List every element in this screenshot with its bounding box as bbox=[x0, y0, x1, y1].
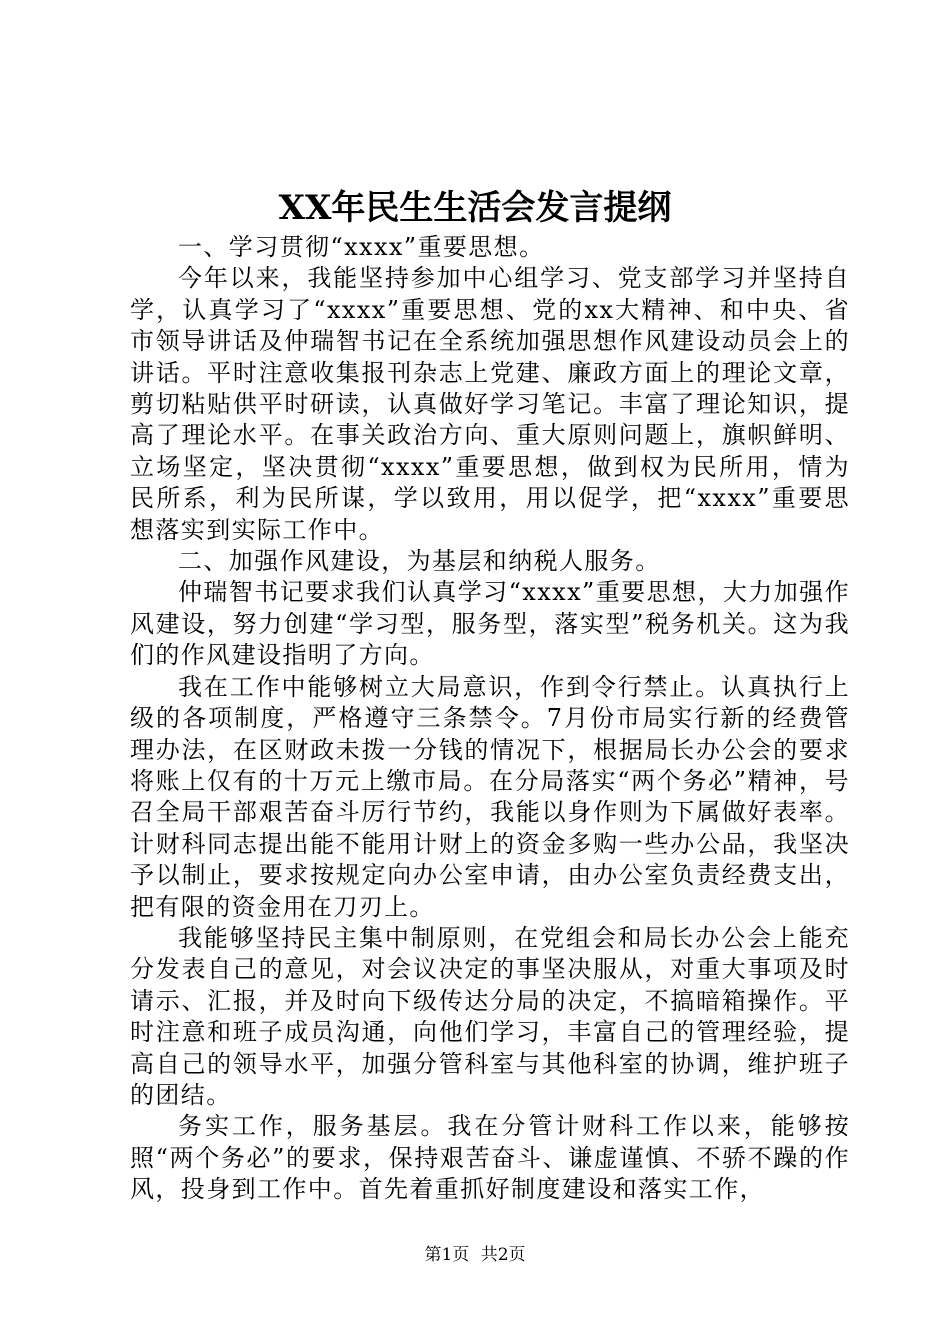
document-title: XX年民生生活会发言提纲 bbox=[278, 188, 672, 228]
paragraph: 仲瑞智书记要求我们认真学习“xxxx”重要思想，大力加强作风建设，努力创建“学习型，服务型，落实型”税务机关。这为我们的作风建设指明了方向。 bbox=[130, 578, 850, 670]
paragraph: 我能够坚持民主集中制原则，在党组会和局长办公会上能充分发表自己的意见，对会议决定的事坚决服从，对重大事项及时请示、汇报，并及时向下级传达分局的决定，不搞暗箱操作。平时注意和班子成员沟通，向他们学习，丰富自己的管理经验，提高自己的领导水平，加强分管科室与其他科室的协调，维护班子的团结。 bbox=[130, 923, 850, 1109]
page-number: 第1页 bbox=[424, 1245, 470, 1265]
paragraph-section-2-heading: 二、加强作风建设，为基层和纳税人服务。 bbox=[178, 547, 661, 576]
paragraph: 务实工作，服务基层。我在分管计财科工作以来，能够按照“两个务必”的要求，保持艰苦奋斗、谦虚谨慎、不骄不躁的作风，投身到工作中。首先着重抓好制度建设和落实工作， bbox=[130, 1112, 850, 1204]
document-body bbox=[130, 232, 850, 1206]
paragraph: 今年以来，我能坚持参加中心组学习、党支部学习并坚持自学，认真学习了“xxxx”重要思想、党的xx大精神、和中央、省市领导讲话及仲瑞智书记在全系统加强思想作风建设动员会上的讲话。平时注意收集报刊杂志上党建、廉政方面上的理论文章，剪切粘贴供平时研读，认真做好学习笔记。丰富了理论知识，提高了理论水平。在事关政治方向、重大原则问题上，旗帜鲜明、立场坚定，坚决贯彻“xxxx”重要思想，做到权为民所用，情为民所系，利为民所谋，学以致用，用以促学，把“xxxx”重要思想落实到实际工作中。 bbox=[130, 264, 850, 544]
page-footer bbox=[0, 1244, 950, 1266]
paragraph-section-1-heading: 一、学习贯彻“xxxx”重要思想。 bbox=[178, 233, 545, 261]
page-total: 共2页 bbox=[480, 1245, 526, 1265]
paragraph: 我在工作中能够树立大局意识，作到令行禁止。认真执行上级的各项制度，严格遵守三条禁令。7月份市局实行新的经费管理办法，在区财政未拨一分钱的情况下，根据局长办公会的要求将账上仅有的十万元上缴市局。在分局落实“两个务必”精神，号召全局干部艰苦奋斗厉行节约，我能以身作则为下属做好表率。计财科同志提出能不能用计财上的资金多购一些办公品，我坚决予以制止，要求按规定向办公室申请，由办公室负责经费支出，把有限的资金用在刀刃上。 bbox=[130, 672, 850, 921]
